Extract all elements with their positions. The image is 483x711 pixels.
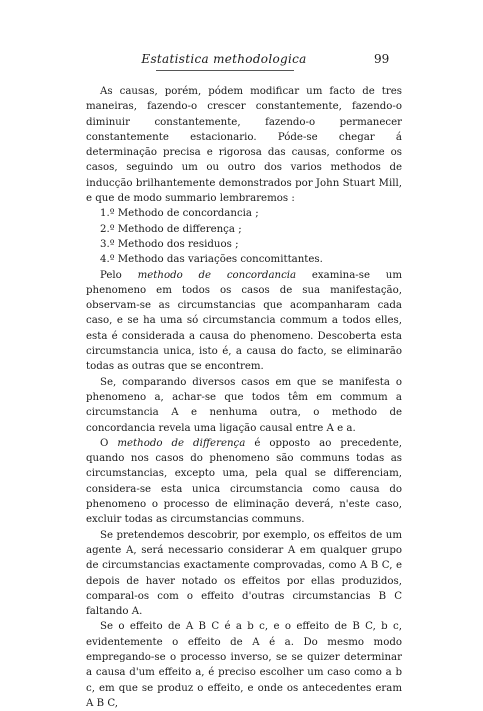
paragraph-lead: Pelo xyxy=(100,269,138,281)
page-number: 99 xyxy=(374,52,390,66)
list-item: 3.º Methodo dos residuos ; xyxy=(100,238,239,250)
list-item: 2.º Methodo de differença ; xyxy=(100,223,242,235)
paragraph: As causas, porém, pódem modificar um facto de tres maneiras, fazendo-o crescer constantemente, fazendo-o diminuir constantemente, fazendo-o permanecer constantemente estacionario. Póde-se chegar á determinação precisa e rigorosa das causas, conforme os casos, seguindo um ou outro dos varios methodos de inducção brilhantemente demonstrados por John Stuart Mill, e que de modo summario lembraremos : xyxy=(86,86,402,205)
paragraph xyxy=(86,436,402,528)
paragraph: Se pretendemos descobrir, por exemplo, os effeitos de um agente A, será necessario considerar A em qualquer grupo de circumstancias exactamente comprovadas, como A B C, e depois de haver notado os effeitos por ellas produzidos, comparal-os com o effeito d'outras circumstancias B C faltando A. xyxy=(86,529,402,618)
running-title: Estatistica methodologica xyxy=(141,52,307,66)
paragraph xyxy=(86,268,402,375)
list-item: 1.º Methodo de concordancia ; xyxy=(100,208,259,220)
paragraph: Se, comparando diversos casos em que se manifesta o phenomeno a, achar-se que todos têm em commum a circumstancia A e nenhuma outra, o methodo de concordancia revela uma ligação causal entre A e a. xyxy=(86,376,402,434)
emphasis: methodo de differença xyxy=(117,437,246,449)
paragraph: Se o effeito de A B C é a b c, e o effeito de B C, b c, evidentemente o effeito de A é a. Do mesmo modo empregando-se o processo inverso, se se quizer determinar a causa d'um effeito a, é preciso escolher um caso como a b c, em que se produz o effeito, e onde os antecedentes eram A B C, xyxy=(86,621,402,709)
paragraph-rest: é opposto ao precedente, quando nos casos do phenomeno são communs todas as circumstancias, excepto uma, pela qual se differenciam, considera-se esta unica circumstancia como causa do phenomeno o processo de eliminação deverá, n'este caso, excluir todas as circumstancias communs. xyxy=(86,437,402,526)
header-rule xyxy=(156,70,294,71)
list-item: 4.º Methodo das variações concomittantes. xyxy=(100,254,323,266)
paragraph-rest: examina-se um phenomeno em todos os casos de sua manifestação, observam-se as circumstancias que acompanharam cada caso, e se ha uma só circumstancia commum a todos elles, esta é considerada a causa do phenomeno. Descoberta esta circumstancia unica, isto é, a causa do facto, se eliminarão todas as outras que se encontrem. xyxy=(86,269,402,373)
paragraph-lead: O xyxy=(100,437,118,449)
emphasis: methodo de concordancia xyxy=(137,269,297,281)
page-body xyxy=(86,84,402,711)
